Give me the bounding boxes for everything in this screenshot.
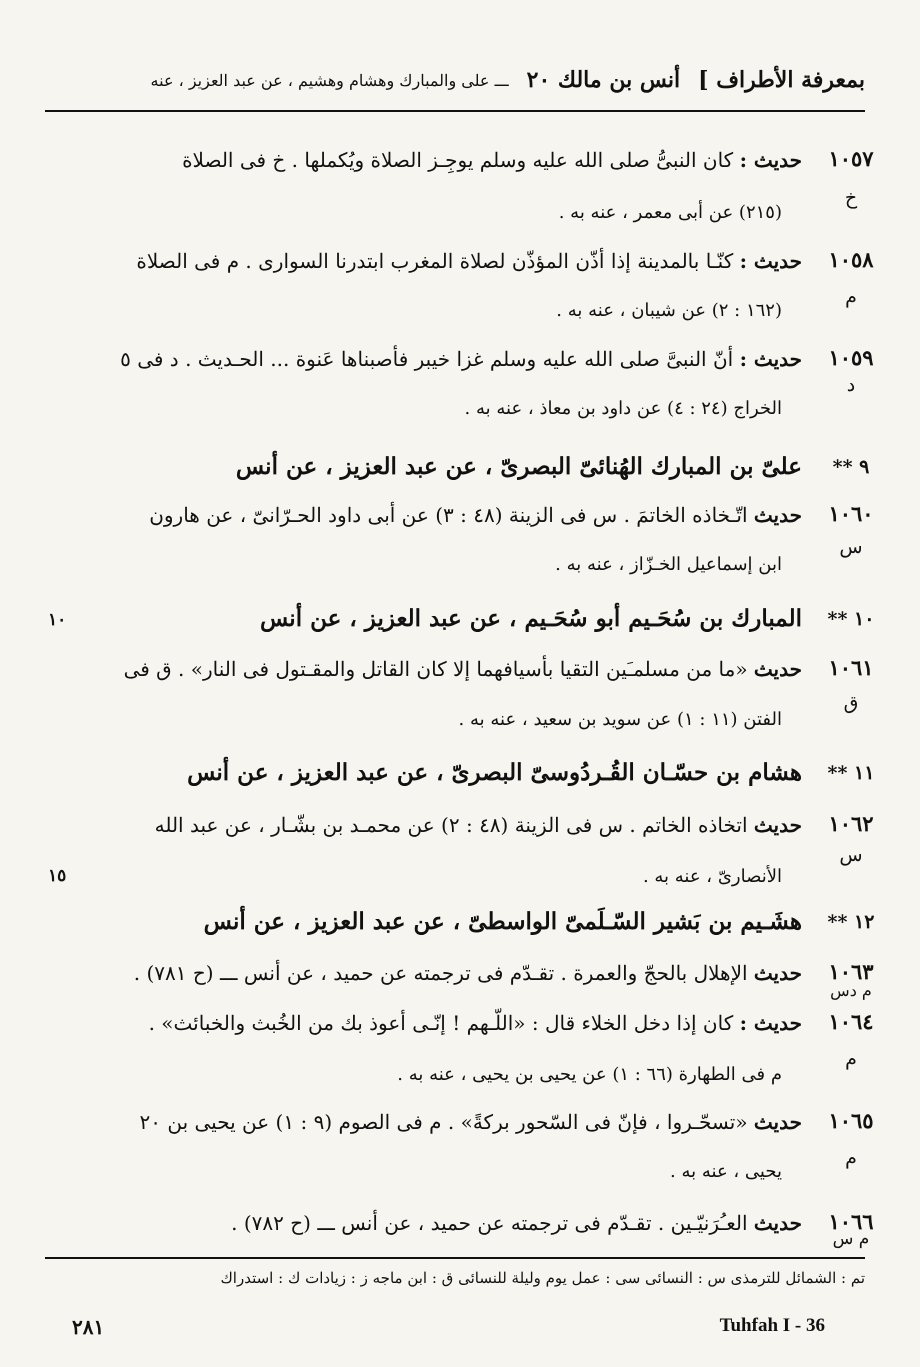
entry-number: ١٠٦٤: [828, 1009, 874, 1034]
entry-keyword: حديث :: [739, 249, 802, 273]
entry-text: [85, 500, 802, 530]
footnote-abbreviations: تم : الشمائل للترمذى س : النسائى سى : عمل يوم وليلة للنسائى ق : ابن ماجه ز : زيادات ك : استدراك: [220, 1269, 865, 1287]
entry-text: [85, 654, 802, 684]
entry-line-2: ابن إسماعيل الخـزّاز ، عنه به .: [555, 554, 782, 575]
header-right-title: بمعرفة الأطراف ]: [698, 67, 865, 93]
entry-text: [85, 1008, 802, 1038]
entry-siglum: م س: [832, 1229, 870, 1249]
signature-mark: Tuhfah I - 36: [719, 1315, 825, 1336]
entry-line-1: العـُرَنيّـين . تقـدّم فى ترجمته عن حميد ، عن أنس ـــ (ح ٧٨٢) .: [231, 1211, 748, 1235]
hadith-entry: [30, 654, 880, 739]
entry-line-1: كان النبىُّ صلى الله عليه وسلم يوجِـز الصلاة ويُكملها . خ فى الصلاة: [182, 148, 734, 172]
narrator-heading: [30, 450, 880, 486]
entry-line-1: الإهلال بالحجّ والعمرة . تقـدّم فى ترجمته عن حميد ، عن أنس ـــ (ح ٧٨١) .: [133, 961, 748, 985]
entry-number: ١٠٦٣: [828, 959, 874, 984]
hadith-entry: [30, 1008, 880, 1093]
hadith-entry: [30, 958, 880, 1003]
entry-line-2: الفتن (١١ : ١) عن سويد بن سعيد ، عنه به .: [458, 709, 782, 730]
margin-line-number: ١٥: [48, 866, 67, 886]
entry-number: ١٠٥٩: [828, 345, 874, 370]
entry-line-1: كان إذا دخل الخلاء قال : «اللّـهم ! إنّـى أعوذ بك من الخُبث والخبائث» .: [148, 1011, 734, 1035]
page-number: ٢٨١: [72, 1315, 105, 1339]
entry-siglum: م: [845, 286, 857, 308]
entry-text: [85, 145, 802, 175]
narrator-heading: [30, 602, 880, 638]
entry-siglum: م دس: [830, 981, 872, 1000]
running-header: [55, 60, 865, 100]
entry-keyword: حديث: [753, 1110, 802, 1134]
heading-number: ١١ **: [827, 762, 875, 784]
entry-keyword: حديث :: [739, 1011, 802, 1035]
narrator-heading: [30, 756, 880, 792]
heading-title: علىّ بن المبارك الهُنائىّ البصرىّ ، عن عبد العزيز ، عن أنس: [235, 453, 802, 480]
margin-line-number: ١٠: [48, 610, 67, 630]
hadith-entry: [30, 246, 880, 331]
entry-text: [85, 1107, 802, 1137]
entry-siglum: م: [845, 1147, 857, 1169]
entry-line-2: الخراج (٢٤ : ٤) عن داود بن معاذ ، عنه به .: [464, 398, 782, 419]
entry-number: ١٠٦١: [828, 655, 874, 680]
heading-number: ١٢ **: [827, 911, 875, 933]
hadith-entry: [30, 500, 880, 585]
entry-line-1: اتّـخاذه الخاتمَ . س فى الزينة (٤٨ : ٣) عن أبى داود الحـرّانىّ ، عن هارون: [149, 503, 748, 527]
entry-number: ١٠٥٨: [828, 247, 874, 272]
entry-keyword: حديث: [753, 657, 802, 681]
entry-line-2: (٢١٥) عن أبى معمر ، عنه به .: [558, 202, 782, 223]
entry-siglum: ق: [843, 692, 859, 714]
entry-siglum: س: [839, 536, 863, 558]
entry-line-2: م فى الطهارة (٦٦ : ١) عن يحيى بن يحيى ، عنه به .: [397, 1064, 782, 1085]
entry-line-1: «تسحّـروا ، فإنّ فى السّحور بركةً» . م فى الصوم (٩ : ١) عن يحيى بن ٢٠: [139, 1110, 748, 1134]
heading-number: ٩ **: [832, 456, 870, 478]
entry-siglum: خ: [844, 187, 858, 209]
heading-title: هشَـيم بن بَشير السّـلَمىّ الواسطىّ ، عن عبد العزيز ، عن أنس: [203, 908, 802, 935]
entry-line-1: أنّ النبىَّ صلى الله عليه وسلم غزا خيبر فأصبناها عَنوة ... الحـديث . د فى ٥: [120, 347, 734, 371]
entry-keyword: حديث :: [739, 347, 802, 371]
hadith-entry: [30, 344, 880, 429]
entry-line-2: يحيى ، عنه به .: [670, 1161, 782, 1182]
header-left-title: ـــ على والمبارك وهشام وهشيم ، عن عبد العزيز ، عنه: [150, 70, 509, 90]
entry-siglum: س: [839, 844, 863, 866]
header-mid-title: أنس بن مالك ٢٠: [526, 67, 681, 93]
hadith-entry: [30, 1208, 880, 1253]
narrator-heading: [30, 905, 880, 941]
entry-text: [85, 344, 802, 374]
entry-text: [85, 246, 802, 276]
entry-keyword: حديث: [753, 503, 802, 527]
hadith-entry: [30, 145, 880, 230]
hadith-entry: [30, 810, 880, 895]
entry-number: ١٠٥٧: [828, 146, 874, 171]
entry-number: ١٠٦٦: [828, 1209, 874, 1234]
entry-line-1: «ما من مسلمـَين التقيا بأسيافهما إلا كان القاتل والمقـتول فى النار» . ق فى: [123, 657, 748, 681]
entry-text: [85, 1208, 802, 1238]
heading-title: المبارك بن سُحَـيم أبو سُحَـيم ، عن عبد العزيز ، عن أنس: [259, 605, 802, 632]
entry-keyword: حديث: [753, 961, 802, 985]
entry-line-2: (١٦٢ : ٢) عن شيبان ، عنه به .: [556, 300, 782, 321]
heading-title: هشام بن حسّـان القُـردُوسىّ البصرىّ ، عن عبد العزيز ، عن أنس: [187, 759, 802, 786]
heading-number: ١٠ **: [827, 608, 875, 630]
entry-keyword: حديث: [753, 1211, 802, 1235]
entry-line-2: الأنصارىّ ، عنه به .: [642, 866, 782, 887]
entry-text: [85, 958, 802, 988]
entry-keyword: حديث :: [739, 148, 802, 172]
entry-line-1: اتخاذه الخاتم . س فى الزينة (٤٨ : ٢) عن محمـد بن بشّـار ، عن عبد الله: [154, 813, 748, 837]
hadith-entry: [30, 1107, 880, 1192]
footnote-rule: [45, 1257, 865, 1259]
entry-keyword: حديث: [753, 813, 802, 837]
entry-number: ١٠٦٥: [828, 1108, 874, 1133]
entry-siglum: م: [845, 1048, 857, 1070]
entry-siglum: د: [846, 374, 856, 396]
entry-text: [85, 810, 802, 840]
entry-number: ١٠٦٠: [828, 501, 874, 526]
header-rule: [45, 110, 865, 112]
entry-number: ١٠٦٢: [828, 811, 874, 836]
entry-line-1: كنّـا بالمدينة إذا أذّن المؤذّن لصلاة المغرب ابتدرنا السوارى . م فى الصلاة: [136, 249, 734, 273]
